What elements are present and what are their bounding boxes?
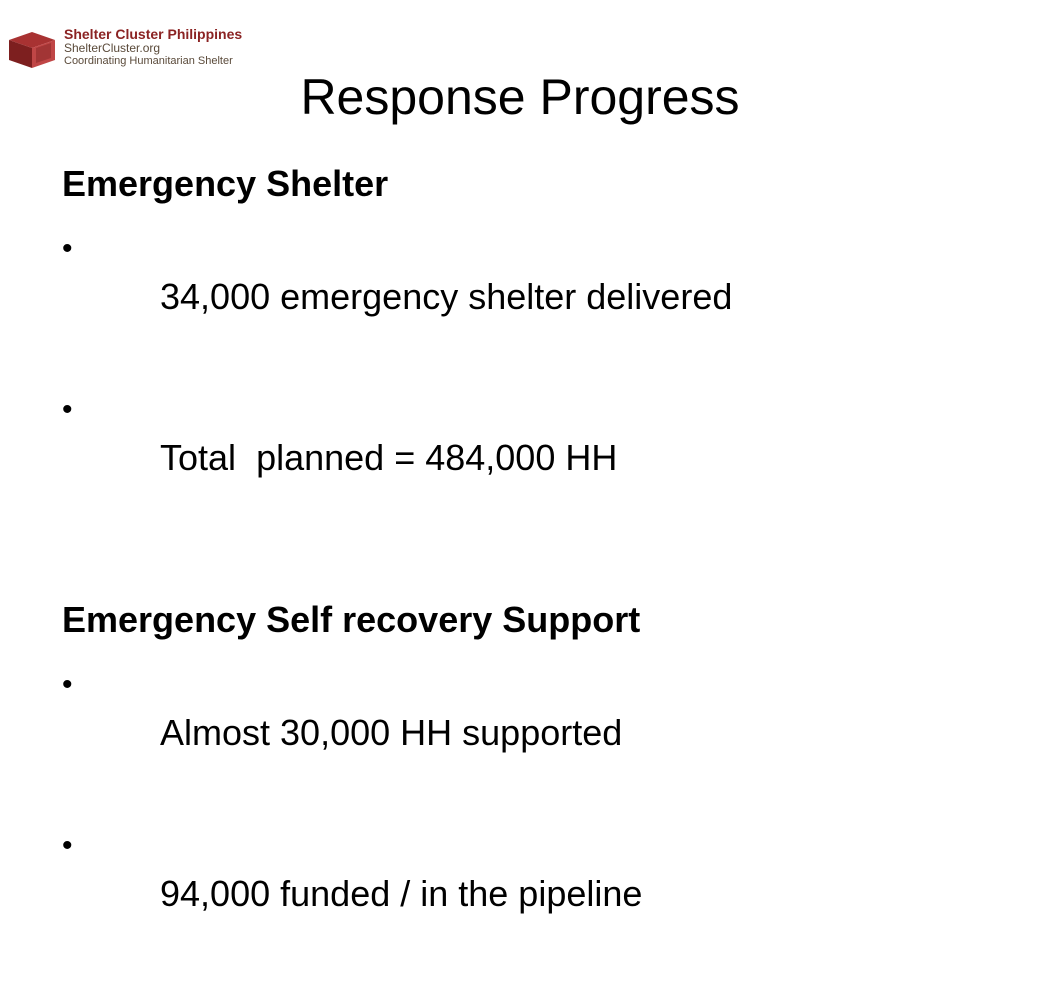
logo-org-name: Shelter Cluster Philippines (64, 26, 243, 42)
bullet-icon: • (62, 232, 73, 265)
slide-title: Response Progress (300, 69, 740, 125)
bullet-text: Total planned = 484,000 HH (160, 437, 618, 478)
bullet-item (62, 386, 962, 530)
section-spacer (62, 547, 962, 596)
bullet-text: 94,000 funded / in the pipeline (160, 873, 643, 914)
section-heading-emergency-shelter: Emergency Shelter (62, 163, 389, 204)
bullet-text: Almost 30,000 HH supported (160, 712, 623, 753)
logo-url: ShelterCluster.org (64, 41, 161, 55)
bullet-icon: • (62, 829, 73, 862)
bullet-icon: • (62, 393, 73, 426)
section-heading-self-recovery: Emergency Self recovery Support (62, 599, 641, 640)
bullet-icon: • (62, 668, 73, 701)
logo-tagline: Coordinating Humanitarian Shelter (64, 55, 233, 67)
bullet-item (62, 225, 962, 369)
bullet-item (62, 822, 962, 966)
slide-content (62, 160, 962, 983)
bullet-text: 34,000 emergency shelter delivered (160, 276, 733, 317)
bullet-item (62, 661, 962, 805)
